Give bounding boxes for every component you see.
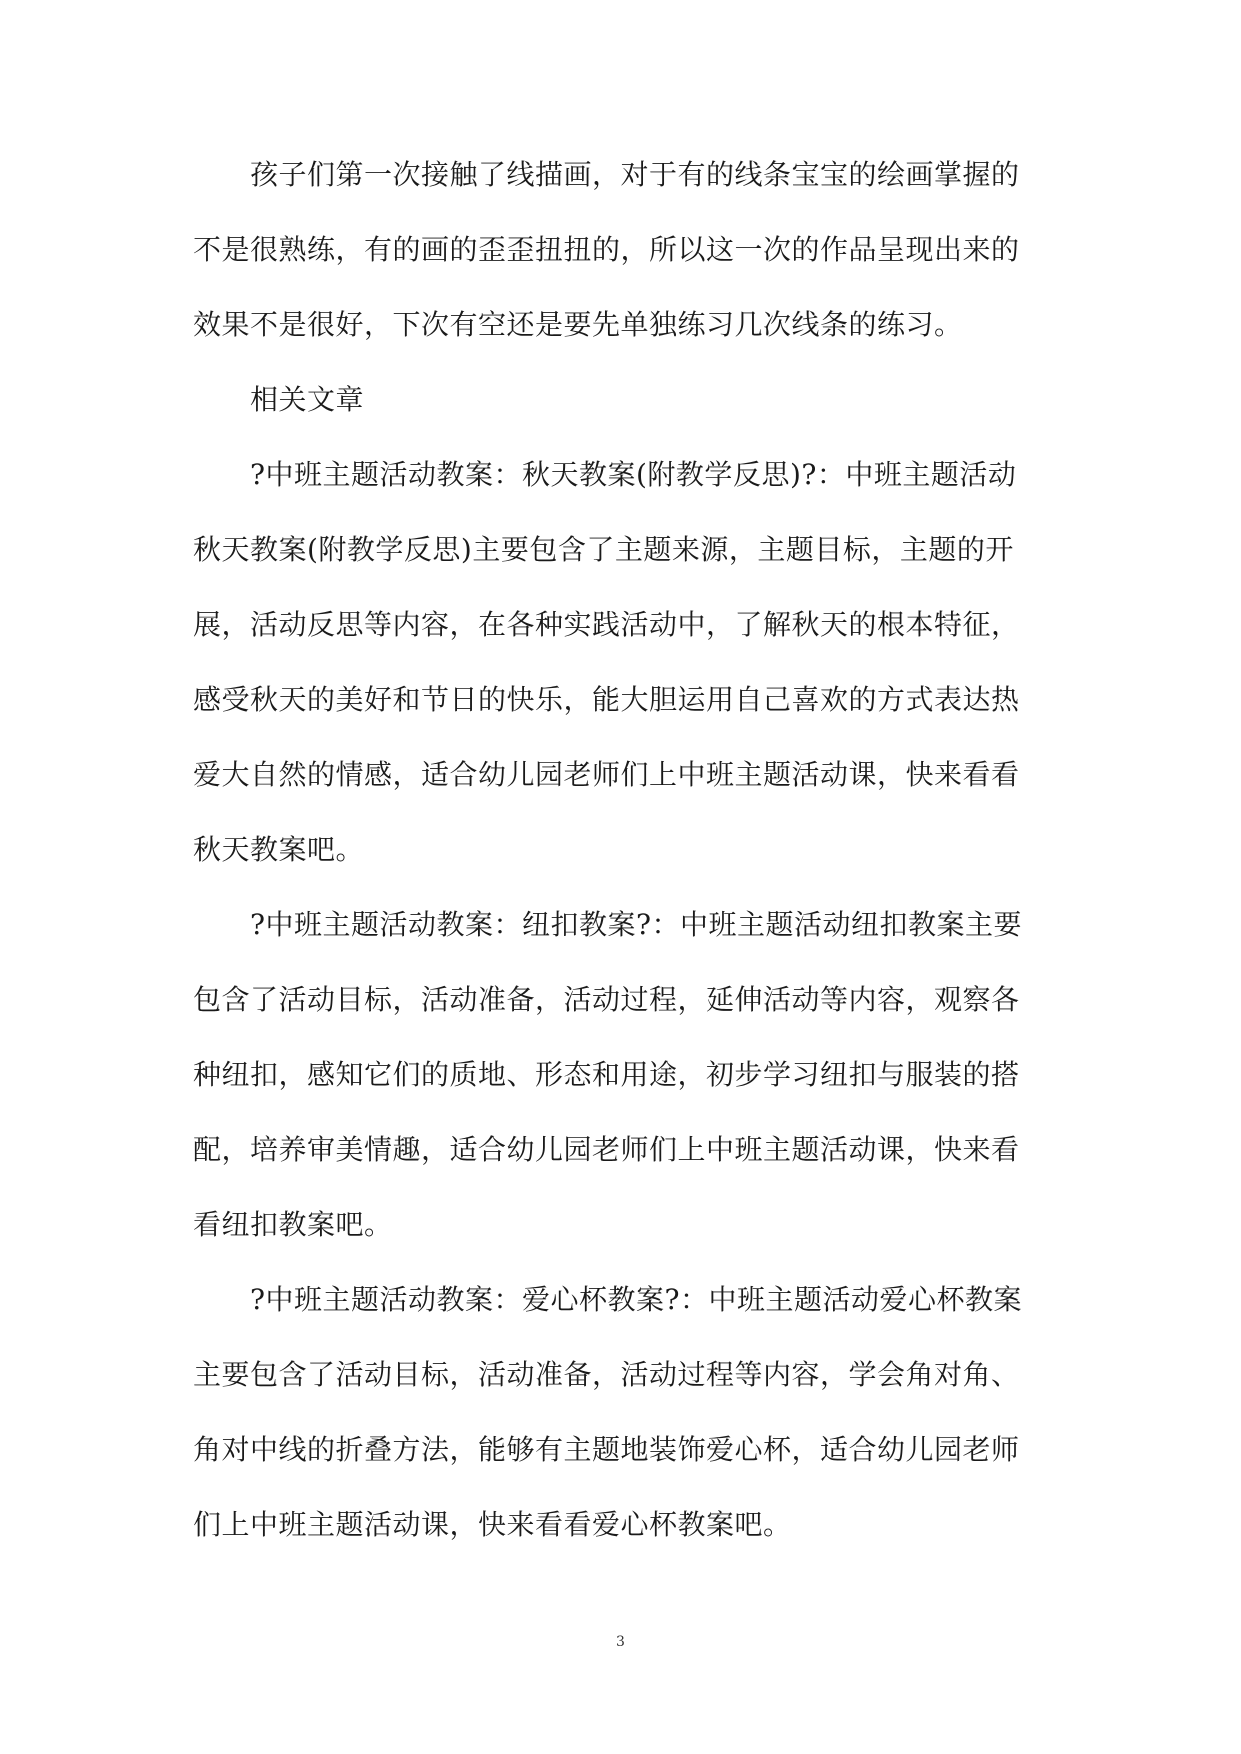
autumn-article-line-3: 展，活动反思等内容，在各种实践活动中，了解秋天的根本特征， <box>193 608 1020 641</box>
buttons-article-line-1: ?中班主题活动教案：纽扣教案?：中班主题活动纽扣教案主要 <box>250 908 1023 941</box>
reflection-line-2: 不是很熟练，有的画的歪歪扭扭的，所以这一次的作品呈现出来的 <box>193 233 1020 266</box>
autumn-article-line-1: ?中班主题活动教案：秋天教案(附教学反思)?：中班主题活动 <box>250 458 1017 491</box>
related-articles-heading: 相关文章 <box>250 383 365 416</box>
buttons-article-line-5: 看纽扣教案吧。 <box>193 1208 393 1241</box>
autumn-article-line-2: 秋天教案(附教学反思)主要包含了主题来源，主题目标，主题的开 <box>193 533 1014 566</box>
page-number: 3 <box>616 1634 625 1650</box>
reflection-line-1: 孩子们第一次接触了线描画，对于有的线条宝宝的绘画掌握的 <box>250 158 1020 191</box>
buttons-article-line-3: 种纽扣，感知它们的质地、形态和用途，初步学习纽扣与服装的搭 <box>193 1058 1020 1091</box>
heart-cup-article-line-4: 们上中班主题活动课，快来看看爱心杯教案吧。 <box>193 1508 792 1541</box>
autumn-article-line-6: 秋天教案吧。 <box>193 833 365 866</box>
reflection-line-3: 效果不是很好，下次有空还是要先单独练习几次线条的练习。 <box>193 308 963 341</box>
heart-cup-article-line-3: 角对中线的折叠方法，能够有主题地装饰爱心杯，适合幼儿园老师 <box>193 1433 1020 1466</box>
heart-cup-article-line-2: 主要包含了活动目标，活动准备，活动过程等内容，学会角对角、 <box>193 1358 1020 1391</box>
autumn-article-line-5: 爱大自然的情感，适合幼儿园老师们上中班主题活动课，快来看看 <box>193 758 1020 791</box>
buttons-article-line-2: 包含了活动目标，活动准备，活动过程，延伸活动等内容，观察各 <box>193 983 1020 1016</box>
heart-cup-article-line-1: ?中班主题活动教案：爱心杯教案?：中班主题活动爱心杯教案 <box>250 1283 1023 1316</box>
buttons-article-line-4: 配，培养审美情趣，适合幼儿园老师们上中班主题活动课，快来看 <box>193 1133 1020 1166</box>
autumn-article-line-4: 感受秋天的美好和节日的快乐，能大胆运用自己喜欢的方式表达热 <box>193 683 1020 716</box>
